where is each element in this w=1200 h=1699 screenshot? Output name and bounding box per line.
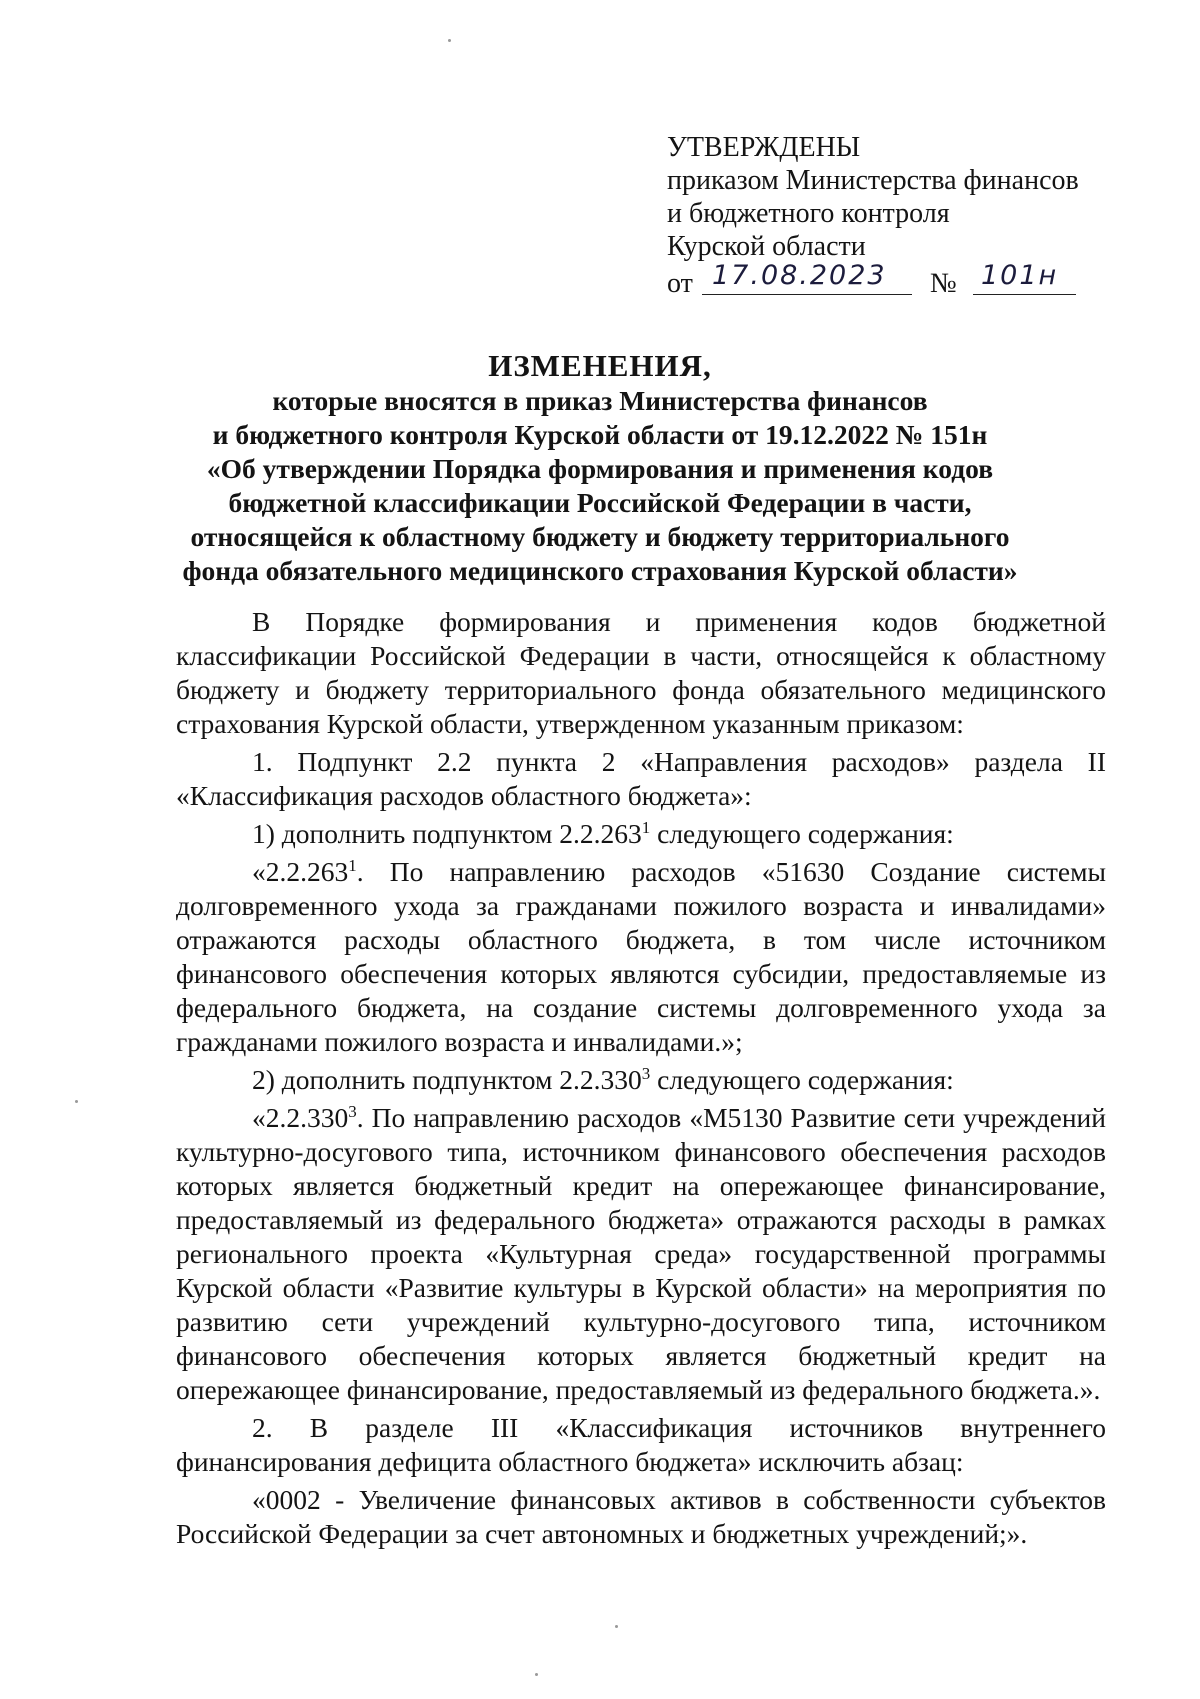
document-title xyxy=(90,348,1110,588)
document-body xyxy=(176,605,1106,1551)
text-segment: следующего содержания: xyxy=(650,1064,954,1095)
paragraph-excluded-clause: «0002 - Увеличение финансовых активов в собственности субъектов Российской Федерации за счет автономных и бюджетных учреждений;». xyxy=(176,1484,1106,1549)
paragraph-item-2: 2. В разделе III «Классификация источников внутреннего финансирования дефицита областного бюджета» исключить абзац: xyxy=(176,1412,1106,1477)
superscript: 3 xyxy=(641,1063,651,1083)
paragraph-subitem-2 xyxy=(176,1063,1106,1097)
paragraph-subitem-1 xyxy=(176,817,1106,851)
title-line: «Об утверждении Порядка формирования и применения кодов xyxy=(206,453,994,484)
title-line: относящейся к областному бюджету и бюджету территориального xyxy=(190,521,1010,552)
approval-line-2: и бюджетного контроля xyxy=(667,198,950,229)
date-field xyxy=(702,260,912,295)
title-line: фонда обязательного медицинского страхования Курской области» xyxy=(182,555,1018,586)
approval-date-line xyxy=(667,260,1107,300)
paragraph-item-1: 1. Подпункт 2.2 пункта 2 «Направления расходов» раздела II «Классификация расходов областного бюджета»: xyxy=(176,746,1106,811)
approval-line-3: Курской области xyxy=(667,231,866,262)
title-line: которые вносятся в приказ Министерства финансов xyxy=(272,385,928,416)
paragraph-quote-2-2-330 xyxy=(176,1101,1106,1407)
text-segment: 1) дополнить подпунктом 2.2.263 xyxy=(252,818,642,849)
date-prefix: от xyxy=(667,268,693,299)
paragraph-intro: В Порядке формирования и применения кодов бюджетной классификации Российской Федерации в части, относящейся к областному бюджету и бюджету территориального фонда обязательного медицинского страхования Курской области, утвержденном указанным приказом: xyxy=(176,606,1106,739)
approval-line-1: приказом Министерства финансов xyxy=(667,165,1079,196)
approval-heading: УТВЕРЖДЕНЫ xyxy=(667,132,861,163)
text-segment: «2.2.263 xyxy=(252,856,349,887)
handwritten-date: 17.08.2023 xyxy=(712,260,887,291)
title-line: и бюджетного контроля Курской области от 19.12.2022 № 151н xyxy=(212,419,988,450)
title-heading: ИЗМЕНЕНИЯ, xyxy=(488,348,712,383)
number-field xyxy=(973,260,1076,295)
text-segment: следующего содержания: xyxy=(650,818,954,849)
title-line: бюджетной классификации Российской Федерации в части, xyxy=(228,487,972,518)
superscript: 1 xyxy=(348,855,357,875)
text-segment: «2.2.330 xyxy=(252,1102,349,1133)
paragraph-quote-2-2-263 xyxy=(176,855,1106,1059)
handwritten-number: 101н xyxy=(981,260,1059,291)
text-segment: . По направлению расходов «М5130 Развитие сети учреждений культурно-досугового типа, источником финансового обеспечения расходов которых является бюджетный кредит на опережающее финансирование, предоставляемый из федерального бюджета» отражаются расходы в рамках регионального проекта «Культурная среда» государственной программы Курской области «Развитие культуры в Курской области» на мероприятия по развитию сети учреждений культурно-досугового типа, источником финансового обеспечения которых является бюджетный кредит на опережающее финансирование, предоставляемый из федерального бюджета.». xyxy=(176,1102,1106,1405)
text-segment: 2) дополнить подпунктом 2.2.330 xyxy=(252,1064,642,1095)
approval-block xyxy=(667,131,1107,300)
superscript: 3 xyxy=(348,1101,357,1121)
number-sign: № xyxy=(930,268,957,299)
text-segment: . По направлению расходов «51630 Создание системы долговременного ухода за гражданами пожилого возраста и инвалидами» отражаются расходы областного бюджета, в том числе источником финансового обеспечения которых являются субсидии, предоставляемые из федерального бюджета, на создание системы долговременного ухода за гражданами пожилого возраста и инвалидами.»; xyxy=(176,856,1106,1057)
scan-speck xyxy=(615,1625,618,1628)
scan-speck xyxy=(75,1100,78,1103)
scan-speck xyxy=(535,1673,538,1676)
superscript: 1 xyxy=(641,817,651,837)
scan-speck xyxy=(448,39,451,42)
